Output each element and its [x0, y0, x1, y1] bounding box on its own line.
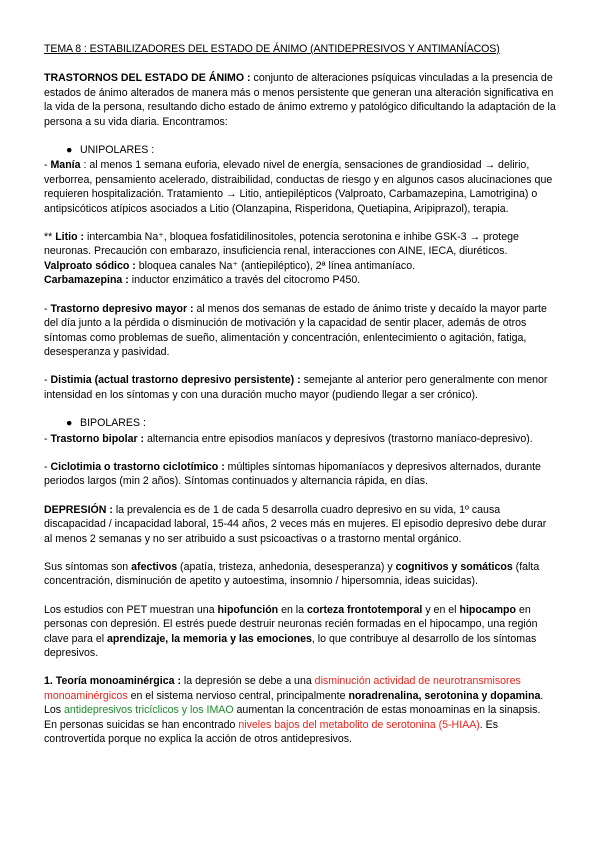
distimia-prefix: -: [44, 374, 51, 387]
bullet-icon: ●: [66, 144, 73, 157]
litio-text: intercambia Na⁺, bloquea fosfatidilinositoles, potencia serotonina e inhibe GSK-3 → protege neuronas. Precaución con embarazo, insuficiencia renal, interacciones con AINE, IECA, diuréticos.: [44, 231, 519, 258]
bipolar-text: alternancia entre episodios maníacos y depresivos (trastorno maníaco-depresivo).: [144, 432, 533, 445]
intro-text: conjunto de alteraciones psíquicas vinculadas a la presencia de estados de ánimo alterados de manera más o menos persistente que generan una alteración significativa en la vida de la persona, resultando dicho estado de ánimo extremo y patológico dificultando la adaptación de la persona a su vida diaria. Encontramos:: [44, 72, 556, 128]
sintomas-bold-2: cognitivos y somáticos: [395, 560, 513, 573]
teoria-highlight-red-1: disminución actividad de neurotransmisores monoaminérgicos: [44, 675, 521, 702]
valproato-text: bloquea canales Na⁺ (antiepiléptico), 2ª línea antimaníaco.: [135, 259, 416, 272]
sintomas-text-2: (apatía, tristeza, anhedonia, desesperanza) y: [177, 560, 396, 573]
page-title: TEMA 8 : ESTABILIZADORES DEL ESTADO DE ÁNIMO (ANTIDEPRESIVOS Y ANTIMANÍACOS): [44, 43, 500, 55]
teoria-text-5: . Es controvertida porque no explica la acción de otros antidepresivos.: [44, 718, 499, 746]
bipolares-bullet: [44, 416, 556, 430]
pet-bold-4: aprendizaje, la memoria y las emociones: [107, 632, 312, 645]
teoria-text-2: en el sistema nervioso central, principalmente: [127, 689, 349, 702]
depresivo-mayor-text: al menos dos semanas de estado de ánimo triste y decaído la mayor parte del día junto a la pérdida o disminución de motivación y la capacidad de sentir placer, además de otros síntomas como problemas de sueño, alimentación y concentración, enlentecimiento o agitación, fatiga, desesperanza y pasividad.: [44, 302, 547, 358]
teoria-highlight-green-1: antidepresivos tricíclicos y los IMAO: [64, 704, 234, 717]
sintomas-text-1: Sus síntomas son: [44, 560, 132, 573]
pet-bold-2: corteza frontotemporal: [307, 603, 423, 616]
distimia-text: semejante al anterior pero generalmente con menor intensidad en los síntomas y con una duración mucho mayor (pudiendo llegar a ser crónico).: [44, 374, 548, 401]
depresivo-mayor-prefix: -: [44, 302, 51, 315]
teoria-text-3: . Los: [44, 689, 544, 717]
litio-heading: Litio :: [55, 231, 85, 244]
depresion-heading: DEPRESIÓN :: [44, 503, 113, 516]
teoria-bold-1: noradrenalina, serotonina y dopamina: [348, 689, 541, 702]
sintomas-bold-1: afectivos: [131, 560, 178, 573]
ciclotimia-paragraph: [44, 460, 556, 489]
unipolares-label: UNIPOLARES :: [80, 144, 155, 157]
ciclotimia-heading: Ciclotimia o trastorno ciclotímico :: [50, 460, 225, 473]
intro-paragraph: [44, 71, 556, 129]
sintomas-text-3: (falta concentración, disminución de apetito y autoestima, insomnio / hipersomnia, ideas suicidas).: [44, 560, 540, 588]
depresivo-mayor-heading: Trastorno depresivo mayor :: [50, 302, 194, 315]
bipolar-prefix: -: [44, 432, 51, 445]
mania-paragraph: [44, 158, 556, 216]
pet-text-3: y en el: [422, 603, 460, 616]
mania-prefix: -: [44, 159, 51, 172]
pet-bold-1: hipofunción: [217, 603, 279, 616]
pet-text-2: en la: [278, 603, 307, 616]
carbamazepina-heading: Carbamazepina :: [44, 274, 129, 287]
unipolares-bullet: [44, 143, 556, 157]
teoria-text-4: aumentan la concentración de estas monoaminas en la sinapsis. En personas suicidas se han encontrado: [44, 704, 541, 731]
depresion-text: la prevalencia es de 1 de cada 5 desarrolla cuadro depresivo en su vida, 1º causa discapacidad / incapacidad laboral, 15-44 años, 2 veces más en mujeres. El episodio depresivo debe durar al menos 2 semanas y no ser atribuido a sust psicoactivas o a trastorno mental orgánico.: [44, 503, 547, 545]
carbamazepina-paragraph: [44, 273, 556, 287]
depresion-paragraph: [44, 503, 556, 546]
teoria-text-1: la depresión se debe a una: [180, 675, 315, 688]
distimia-paragraph: [44, 373, 556, 402]
bipolar-heading: Trastorno bipolar :: [50, 432, 145, 445]
bullet-icon: ●: [66, 417, 73, 430]
intro-heading: TRASTORNOS DEL ESTADO DE ÁNIMO :: [44, 72, 251, 85]
mania-text: : al menos 1 semana euforia, elevado nivel de energía, sensaciones de grandiosidad → delirio, verborrea, pensamiento acelerado, distraibilidad, conductas de riesgo y en algunos casos alucinaciones que requieren hospitalización. Tratamiento → Litio, antiepilépticos (Valproato, Carbamazepina, Lamotrigina) o antipsicóticos atípicos asociados a Litio (Olanzapina, Risperidona, Quetiapina, Aripiprazol), terapia.: [44, 159, 553, 215]
mania-heading: Manía: [50, 159, 81, 172]
ciclotimia-text: múltiples síntomas hipomaníacos y depresivos alternados, durante periodos largos (min 2 años). Síntomas continuados y alternancia rápida, en días.: [44, 460, 541, 488]
pet-text-1: Los estudios con PET muestran una: [44, 603, 218, 616]
pet-text-4: en personas con depresión. El estrés puede destruir neuronas recién formadas en el hipocampo, una región clave para el: [44, 603, 538, 645]
litio-prefix: **: [44, 231, 56, 244]
carbamazepina-text: inductor enzimático a través del citocromo P450.: [128, 274, 361, 287]
valproato-paragraph: [44, 259, 556, 273]
teoria-highlight-red-2: niveles bajos del metabolito de serotonina (5-HIAA): [238, 718, 480, 731]
bipolares-label: BIPOLARES :: [80, 417, 146, 430]
teoria-paragraph: [44, 674, 556, 746]
teoria-heading: 1. Teoría monoaminérgica :: [44, 675, 181, 688]
litio-paragraph: [44, 230, 556, 259]
depresivo-mayor-paragraph: [44, 302, 556, 360]
sintomas-paragraph: [44, 560, 556, 589]
pet-text-5: , lo que contribuye al desarrollo de los síntomas depresivos.: [44, 632, 537, 659]
distimia-heading: Distimia (actual trastorno depresivo persistente) :: [50, 374, 301, 387]
pet-paragraph: [44, 603, 556, 661]
bipolar-paragraph: [44, 432, 556, 446]
ciclotimia-prefix: -: [44, 460, 51, 473]
valproato-heading: Valproato sódico :: [44, 259, 136, 272]
pet-bold-3: hipocampo: [459, 603, 516, 616]
